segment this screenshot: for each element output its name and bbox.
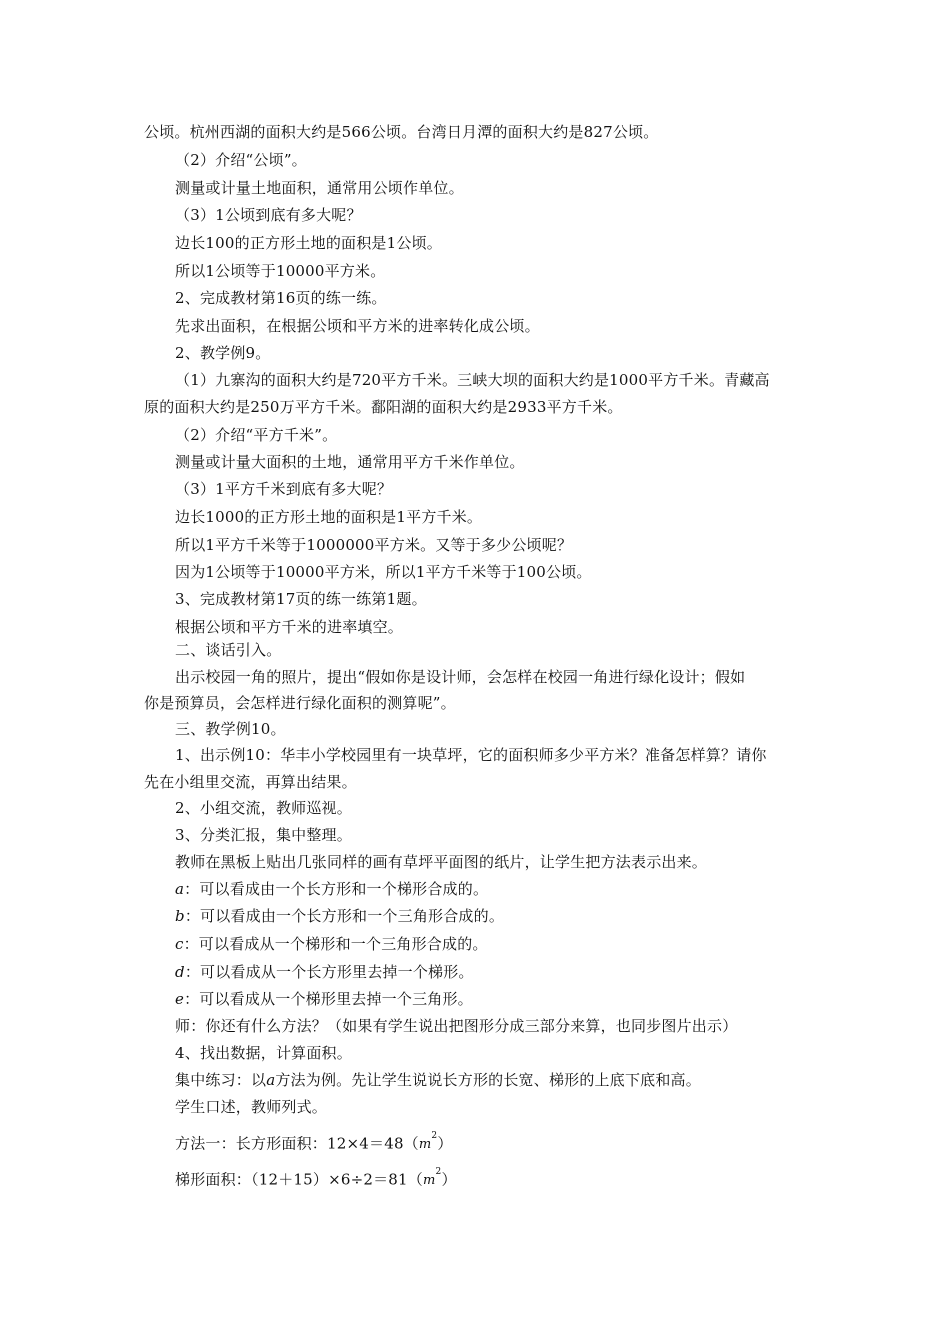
text-line: 2、小组交流，教师巡视。 bbox=[175, 799, 352, 817]
text-line: 测量或计量土地面积，通常用公顷作单位。 bbox=[175, 179, 464, 197]
option-text: ：可以看成从一个长方形里去掉一个梯形。 bbox=[184, 963, 474, 981]
text-line: 先在小组里交流，再算出结果。 bbox=[144, 773, 357, 791]
option-letter: a bbox=[175, 880, 185, 898]
text-line: （2）介绍“平方千米”。 bbox=[175, 426, 338, 444]
section-heading: 三、教学例10。 bbox=[175, 720, 286, 738]
method-option bbox=[175, 906, 504, 926]
text-line: 你是预算员，会怎样进行绿化面积的测算呢”。 bbox=[144, 694, 456, 712]
method-option bbox=[175, 989, 473, 1009]
option-text: ：可以看成由一个长方形和一个梯形合成的。 bbox=[184, 880, 489, 898]
text-line: 2、完成教材第16页的练一练。 bbox=[175, 289, 387, 307]
text-line: 根据公顷和平方千米的进率填空。 bbox=[175, 618, 404, 636]
text-line: 原的面积大约是250万平方千米。鄱阳湖的面积大约是2933平方千米。 bbox=[144, 398, 623, 416]
option-text: ：可以看成从一个梯形里去掉一个三角形。 bbox=[184, 990, 473, 1008]
text-line: 所以1公顷等于10000平方米。 bbox=[175, 262, 386, 280]
unit-symbol: $m^2$ bbox=[423, 1167, 442, 1189]
method-option bbox=[175, 962, 474, 982]
text-line: 教师在黑板上贴出几张同样的画有草坪平面图的纸片，让学生把方法表示出来。 bbox=[175, 853, 708, 871]
text-line: （3）1公顷到底有多大呢？ bbox=[175, 206, 362, 224]
practice-letter: a bbox=[266, 1071, 276, 1089]
option-letter: b bbox=[175, 907, 185, 925]
option-text: ：可以看成由一个长方形和一个三角形合成的。 bbox=[184, 907, 505, 925]
formula-close: ） bbox=[441, 1170, 457, 1189]
text-line: 测量或计量大面积的土地，通常用平方千米作单位。 bbox=[175, 453, 525, 471]
option-text: ：可以看成从一个梯形和一个三角形合成的。 bbox=[183, 935, 488, 953]
formula-close: ） bbox=[437, 1134, 453, 1153]
text-line: 边长1000的正方形土地的面积是1平方千米。 bbox=[175, 508, 483, 526]
option-letter: c bbox=[175, 935, 184, 953]
formula-line bbox=[175, 1167, 457, 1191]
practice-line bbox=[175, 1070, 701, 1090]
text-line: 3、完成教材第17页的练一练第1题。 bbox=[175, 590, 427, 608]
practice-suffix: 方法为例。先让学生说说长方形的长宽、梯形的上底下底和高。 bbox=[275, 1071, 701, 1089]
option-letter: d bbox=[175, 963, 185, 981]
text-line: 4、找出数据，计算面积。 bbox=[175, 1044, 352, 1062]
text-line: 2、教学例9。 bbox=[175, 344, 271, 362]
section-heading: 二、谈话引入。 bbox=[175, 641, 282, 659]
method-option bbox=[175, 934, 488, 954]
text-line: 先求出面积，在根据公顷和平方米的进率转化成公顷。 bbox=[175, 317, 540, 335]
text-line: 学生口述，教师列式。 bbox=[175, 1098, 328, 1116]
text-line: 所以1平方千米等于1000000平方米。又等于多少公顷呢？ bbox=[175, 536, 573, 554]
practice-prefix: 集中练习：以 bbox=[175, 1071, 267, 1089]
method-option bbox=[175, 879, 488, 899]
text-line: 因为1公顷等于10000平方米，所以1平方千米等于100公顷。 bbox=[175, 563, 592, 581]
option-letter: e bbox=[175, 990, 185, 1008]
text-line: 公顷。杭州西湖的面积大约是566公顷。台湾日月潭的面积大约是827公顷。 bbox=[144, 123, 659, 141]
text-line: （2）介绍“公顷”。 bbox=[175, 151, 307, 169]
text-line: （1）九寨沟的面积大约是720平方千米。三峡大坝的面积大约是1000平方千米。青藏高 bbox=[175, 371, 770, 389]
text-line: （3）1平方千米到底有多大呢？ bbox=[175, 480, 393, 498]
text-line: 3、分类汇报，集中整理。 bbox=[175, 826, 352, 844]
formula-text: 梯形面积：（12＋15）×6÷2＝81（ bbox=[175, 1170, 423, 1189]
text-line: 出示校园一角的照片，提出“假如你是设计师，会怎样在校园一角进行绿化设计；假如 bbox=[175, 668, 746, 686]
text-line: 1、出示例10：华丰小学校园里有一块草坪，它的面积师多少平方米？准备怎样算？请你 bbox=[175, 746, 767, 764]
text-line: 边长100的正方形土地的面积是1公顷。 bbox=[175, 234, 442, 252]
unit-symbol: $m^2$ bbox=[418, 1131, 438, 1153]
formula-text: 方法一：长方形面积：12×4＝48（ bbox=[175, 1134, 419, 1153]
formula-line bbox=[175, 1131, 453, 1155]
text-line: 师：你还有什么方法？（如果有学生说出把图形分成三部分来算，也同步图片出示） bbox=[175, 1017, 738, 1035]
